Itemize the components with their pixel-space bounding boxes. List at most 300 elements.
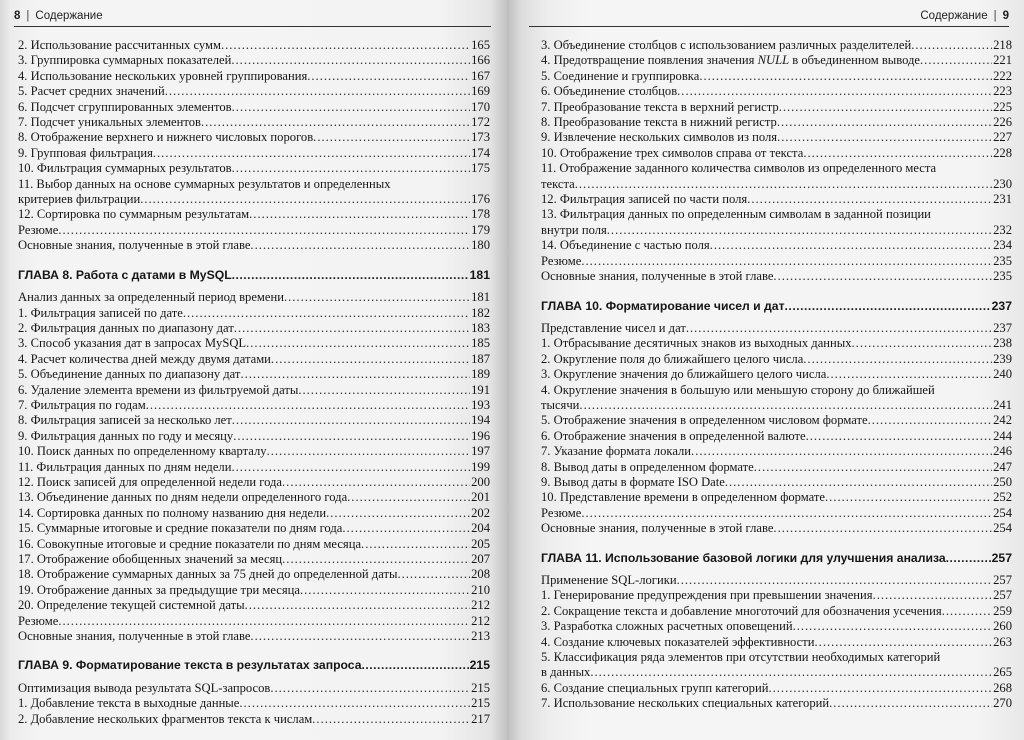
page-number: 9 (1002, 10, 1009, 22)
entry-title (541, 604, 942, 619)
toc-entry (18, 506, 490, 521)
toc-line (18, 614, 490, 629)
toc-section (541, 573, 1012, 712)
toc-entry (18, 598, 490, 613)
entry-text: 9. Вывод даты в формате ISO Date (541, 474, 725, 489)
entry-title (18, 383, 298, 398)
dot-leader (581, 254, 992, 269)
entry-continuation: в данных (541, 665, 591, 680)
entry-page: 270 (993, 696, 1012, 711)
toc-entry (541, 588, 1012, 603)
entry-title (541, 635, 815, 650)
toc-line (18, 306, 490, 321)
entry-page: 241 (993, 397, 1012, 412)
toc-entry (541, 490, 1012, 505)
entry-page: 222 (993, 68, 1012, 83)
dot-leader (232, 268, 469, 283)
toc-line (18, 192, 490, 207)
entry-page: 193 (471, 397, 490, 412)
entry-text-after: в объединенном выводе (789, 53, 921, 68)
toc-line (541, 665, 1012, 680)
entry-text: 10. Отображение трех символов справа от текста (541, 145, 804, 160)
toc-line (18, 177, 490, 192)
entry-page: 194 (471, 413, 490, 428)
entry-title (541, 413, 868, 428)
toc-entry (18, 290, 490, 305)
entry-title (18, 429, 233, 444)
toc-entry (18, 712, 490, 727)
toc-entry (541, 130, 1012, 145)
toc-entry (541, 604, 1012, 619)
dot-leader (699, 69, 992, 84)
dot-leader (677, 84, 992, 99)
entry-page: 201 (471, 490, 490, 505)
entry-page: 246 (993, 444, 1012, 459)
toc-section (18, 290, 490, 644)
toc-line (541, 604, 1012, 619)
toc-entry (18, 100, 490, 115)
entry-text: 4. Создание ключевых показателей эффективности (541, 634, 815, 649)
entry-text: Основные знания, полученные в этой главе (541, 521, 774, 536)
entry-page: 167 (471, 68, 490, 83)
entry-page: 199 (471, 459, 490, 474)
running-title: Содержание (920, 10, 988, 22)
entry-text: 5. Расчет средних значений (18, 84, 165, 99)
toc-line (541, 521, 1012, 536)
dot-leader (284, 290, 470, 305)
entry-page: 212 (471, 598, 490, 613)
entry-title (18, 100, 232, 115)
dot-leader (250, 629, 470, 644)
toc-line (18, 696, 490, 711)
chapter-11-heading (541, 551, 1012, 566)
chapter-title-wrap (18, 658, 362, 673)
toc-entry (18, 207, 490, 222)
entry-title (18, 614, 58, 629)
entry-text: 2. Добавление нескольких фрагментов текста к числам (18, 711, 313, 726)
entry-page: 254 (993, 521, 1012, 536)
dot-leader (779, 100, 992, 115)
entry-title (541, 573, 677, 588)
toc-line (18, 38, 490, 53)
entry-text: 13. Объединение данных по дням недели определенного года (18, 490, 348, 505)
toc-entry (18, 567, 490, 582)
entry-title (541, 429, 806, 444)
toc-line (541, 115, 1012, 130)
toc-line (18, 207, 490, 222)
toc-entry (541, 619, 1012, 634)
entry-page: 218 (993, 38, 1012, 52)
entry-continuation: внутри поля (541, 222, 607, 237)
entry-title (541, 619, 793, 634)
entry-title (541, 100, 779, 115)
right-page-header (529, 10, 1009, 27)
entry-page: 230 (993, 176, 1012, 191)
entry-title (18, 146, 153, 161)
dot-leader (140, 192, 470, 207)
toc-line (541, 490, 1012, 505)
chapter-label: ГЛАВА 10. (541, 298, 603, 313)
dot-leader (282, 475, 470, 490)
dot-leader (777, 115, 992, 130)
entry-text: 2. Сокращение текста и добавление многоточий для обозначения усечения (541, 603, 942, 618)
entry-page: 179 (471, 222, 490, 237)
entry-title (541, 238, 710, 253)
entry-text: 1. Добавление текста в выходные данные (18, 696, 240, 711)
toc-line (541, 100, 1012, 115)
entry-text: 9. Групповая фильтрация (18, 145, 153, 160)
dot-leader (232, 413, 470, 428)
dot-leader (768, 681, 992, 696)
dot-leader (607, 223, 992, 238)
toc-line (541, 444, 1012, 459)
chapter-label: ГЛАВА 11. (541, 550, 602, 565)
entry-page: 221 (993, 53, 1012, 68)
entry-page: 215 (471, 696, 490, 711)
entry-page: 178 (471, 207, 490, 222)
toc-line (18, 490, 490, 505)
toc-line (541, 254, 1012, 269)
entry-title (18, 475, 282, 490)
chapter-title-wrap (541, 551, 946, 566)
toc-entry (18, 583, 490, 598)
toc-entry (541, 192, 1012, 207)
entry-title (18, 598, 245, 613)
entry-text: 12. Сортировка по суммарным результатам (18, 207, 250, 222)
entry-title (541, 444, 691, 459)
toc-entry (18, 614, 490, 629)
page-number: 8 (14, 10, 21, 22)
dot-leader (249, 207, 470, 222)
toc-line (541, 130, 1012, 145)
entry-text: 4. Округление значения в большую или меньшую сторону до ближайшей (541, 382, 935, 397)
entry-text: Оптимизация вывода результата SQL-запросов (18, 680, 271, 695)
entry-page: 232 (993, 222, 1012, 237)
entry-title (541, 681, 768, 696)
dot-leader (911, 38, 992, 53)
entry-text: Резюме (541, 253, 582, 268)
toc-entry (18, 429, 490, 444)
toc-line (18, 146, 490, 161)
entry-text: 7. Преобразование текста в верхний регистр (541, 99, 779, 114)
toc-line (541, 321, 1012, 336)
toc-entry (18, 537, 490, 552)
entry-page: 208 (471, 567, 490, 582)
dot-leader (803, 146, 992, 161)
chapter-line (541, 551, 1012, 566)
left-page (0, 0, 507, 740)
toc-entry (18, 146, 490, 161)
toc-line (18, 629, 490, 644)
entry-page: 176 (471, 192, 490, 207)
entry-text: 1. Генерирование предупреждения при превышении значения (541, 588, 873, 603)
entry-title (18, 490, 347, 505)
toc-section (18, 681, 490, 727)
entry-title (541, 696, 829, 711)
dot-leader (710, 238, 992, 253)
entry-page: 181 (471, 290, 490, 305)
dot-leader (233, 429, 470, 444)
dot-leader (307, 69, 470, 84)
chapter-title: Использование базовой логики для улучшения анализа (605, 550, 946, 565)
entry-page: 182 (471, 305, 490, 320)
toc-line (541, 207, 1012, 222)
toc-entry (18, 115, 490, 130)
toc-entry (18, 696, 490, 711)
toc-entry (541, 681, 1012, 696)
dot-leader (183, 306, 470, 321)
entry-text: 5. Отображение значения в определенном числовом формате (541, 413, 868, 428)
toc-entry (541, 460, 1012, 475)
entry-text: 5. Соединение и группировка (541, 68, 700, 83)
entry-text: 3. Объединение столбцов с использованием различных разделителей (541, 38, 912, 52)
entry-text: 7. Фильтрация по годам (18, 397, 146, 412)
toc-line (541, 429, 1012, 444)
entry-italic: NULL (757, 53, 790, 68)
toc-line (18, 429, 490, 444)
toc-entry (18, 38, 490, 53)
entry-page: 207 (471, 552, 490, 566)
toc-entry (18, 69, 490, 84)
entry-page: 259 (993, 603, 1012, 618)
entry-text: 8. Отображение верхнего и нижнего числовых порогов (18, 130, 314, 145)
entry-title (541, 521, 773, 536)
toc-line (541, 588, 1012, 603)
toc-line (541, 223, 1012, 238)
entry-text: 14. Сортировка данных по полному названию дня недели (18, 505, 327, 520)
toc-entry (541, 506, 1012, 521)
toc-entry (541, 352, 1012, 367)
dot-leader (725, 475, 992, 490)
entry-page: 225 (993, 99, 1012, 114)
dot-leader (221, 38, 470, 53)
chapter-title: Форматирование текста в результатах запроса (75, 658, 362, 673)
entry-title (18, 38, 221, 53)
entry-title (541, 130, 777, 145)
entry-page: 234 (993, 238, 1012, 253)
entry-page: 172 (471, 115, 490, 130)
entry-text: 6. Объединение столбцов (541, 84, 678, 99)
entry-page: 212 (471, 613, 490, 628)
entry-title (18, 367, 240, 382)
dot-leader (852, 336, 993, 351)
entry-page: 175 (471, 161, 490, 176)
toc-line (18, 521, 490, 536)
chapter-page: 181 (469, 267, 490, 282)
entry-text: 2. Фильтрация данных по диапазону дат (18, 320, 234, 335)
toc-entry (541, 146, 1012, 161)
toc-entry (18, 413, 490, 428)
dot-leader (825, 490, 992, 505)
entry-title (541, 336, 852, 351)
entry-text: 9. Извлечение нескольких символов из поля (541, 130, 778, 145)
entry-page: 247 (993, 459, 1012, 474)
entry-text: 7. Указание формата локали (541, 444, 692, 459)
entry-text: 10. Представление времени в определенном формате (541, 490, 826, 505)
entry-title (18, 238, 250, 253)
toc-entry (18, 629, 490, 644)
toc-line (541, 192, 1012, 207)
toc-entry (18, 444, 490, 459)
dot-leader (240, 367, 470, 382)
entry-text: 6. Создание специальных групп категорий (541, 680, 769, 695)
dot-leader (250, 238, 470, 253)
chapter-10-heading (541, 299, 1012, 314)
entry-title (18, 177, 391, 192)
entry-page: 187 (471, 351, 490, 366)
dot-leader (231, 460, 470, 475)
toc-line (541, 367, 1012, 382)
toc-line (541, 413, 1012, 428)
dot-leader (300, 583, 470, 598)
entry-page: 196 (471, 428, 490, 443)
entry-page: 210 (471, 582, 490, 597)
entry-text: 8. Фильтрация записей за несколько лет (18, 413, 232, 428)
entry-text: 2. Округление поля до ближайшего целого числа (541, 351, 804, 366)
entry-text: 12. Поиск записей для определенной недели года (18, 474, 283, 489)
entry-page: 174 (471, 145, 490, 160)
chapter-page: 237 (991, 298, 1012, 313)
entry-text: 7. Использование нескольких специальных категорий (541, 696, 830, 711)
entry-title (541, 207, 931, 222)
dot-leader (397, 567, 470, 582)
entry-text: 6. Отображение значения в определенной валюте (541, 428, 806, 443)
toc-line (541, 696, 1012, 711)
entry-text: 7. Подсчет уникальных элементов (18, 115, 201, 130)
entry-title (541, 53, 920, 68)
toc-line (18, 321, 490, 336)
entry-page: 239 (993, 351, 1012, 366)
dot-leader (153, 146, 470, 161)
entry-text: 6. Удаление элемента времени из фильтруемой даты (18, 382, 299, 397)
dot-leader (245, 598, 471, 613)
entry-text: Резюме (541, 505, 582, 520)
dot-leader (58, 614, 470, 629)
toc-line (18, 336, 490, 351)
toc-entry (18, 177, 490, 208)
entry-title (541, 383, 935, 398)
dot-leader (773, 521, 992, 536)
toc-entry (541, 336, 1012, 351)
dot-leader (165, 84, 470, 99)
right-toc (541, 38, 1012, 712)
toc-entry (541, 115, 1012, 130)
toc-entry (18, 84, 490, 99)
toc-line (18, 352, 490, 367)
entry-title (18, 84, 165, 99)
toc-entry (18, 490, 490, 505)
entry-title (18, 306, 183, 321)
entry-page: 169 (471, 84, 490, 99)
dot-leader (326, 506, 470, 521)
toc-entry (541, 254, 1012, 269)
entry-title (18, 290, 284, 305)
right-page (507, 0, 1024, 740)
entry-text: Основные знания, полученные в этой главе (18, 629, 251, 644)
entry-title (18, 506, 326, 521)
chapter-line (18, 658, 490, 673)
toc-line (18, 367, 490, 382)
toc-entry (18, 521, 490, 536)
entry-text: 11. Выбор данных на основе суммарных результатов и определенных (18, 176, 391, 191)
entry-page: 202 (471, 505, 490, 520)
entry-title (541, 321, 686, 336)
dot-leader (773, 269, 992, 284)
entry-title (541, 490, 825, 505)
toc-line (541, 177, 1012, 192)
entry-title (541, 84, 677, 99)
toc-line (541, 506, 1012, 521)
dot-leader (590, 665, 992, 680)
entry-title (541, 650, 940, 665)
chapter-label: ГЛАВА 8. (18, 267, 73, 282)
entry-page: 235 (993, 269, 1012, 284)
dot-leader (581, 506, 992, 521)
entry-title (18, 629, 250, 644)
toc-line (18, 223, 490, 238)
chapter-page: 215 (469, 658, 490, 673)
entry-text: 14. Объединение с частью поля (541, 238, 710, 253)
entry-title (18, 53, 231, 68)
toc-entry (18, 130, 490, 145)
entry-text: 1. Фильтрация записей по дате (18, 305, 183, 320)
toc-entry (541, 573, 1012, 588)
toc-entry (541, 413, 1012, 428)
entry-page: 200 (471, 474, 490, 489)
entry-title (541, 367, 826, 382)
entry-page: 238 (993, 336, 1012, 351)
entry-page: 197 (471, 444, 490, 459)
entry-page: 250 (993, 474, 1012, 489)
toc-entry (18, 306, 490, 321)
dot-leader (298, 383, 470, 398)
entry-title (18, 336, 246, 351)
dot-leader (754, 460, 992, 475)
entry-page: 254 (993, 505, 1012, 520)
toc-entry (18, 223, 490, 238)
entry-text: 5. Классификация ряда элементов при отсутствии необходимых категорий (541, 650, 941, 665)
dot-leader (201, 115, 470, 130)
toc-entry (18, 161, 490, 176)
entry-text: 10. Поиск данных по определенному кварталу (18, 444, 267, 459)
toc-entry (18, 352, 490, 367)
entry-page: 217 (471, 711, 490, 726)
toc-entry (18, 53, 490, 68)
toc-line (18, 537, 490, 552)
dot-leader (785, 299, 991, 314)
entry-text: 3. Разработка сложных расчетных оповещений (541, 619, 793, 634)
toc-entry (18, 460, 490, 475)
toc-line (18, 161, 490, 176)
entry-text: 12. Фильтрация записей по части поля (541, 192, 748, 207)
entry-title (541, 352, 803, 367)
toc-line (541, 383, 1012, 398)
entry-continuation: критериев фильтрации (18, 192, 141, 207)
entry-title (541, 192, 747, 207)
toc-line (541, 398, 1012, 413)
dot-leader (920, 53, 992, 68)
toc-line (541, 269, 1012, 284)
dot-leader (58, 223, 470, 238)
entry-title (18, 696, 239, 711)
dot-leader (806, 429, 993, 444)
toc-line (541, 650, 1012, 665)
entry-page: 189 (471, 367, 490, 382)
entry-text: 15. Суммарные итоговые и средние показатели по дням года (18, 521, 343, 536)
toc-section (541, 38, 1012, 285)
dot-leader (234, 321, 470, 336)
entry-text: 16. Совокупные итоговые и средние показатели по дням месяца (18, 536, 362, 551)
